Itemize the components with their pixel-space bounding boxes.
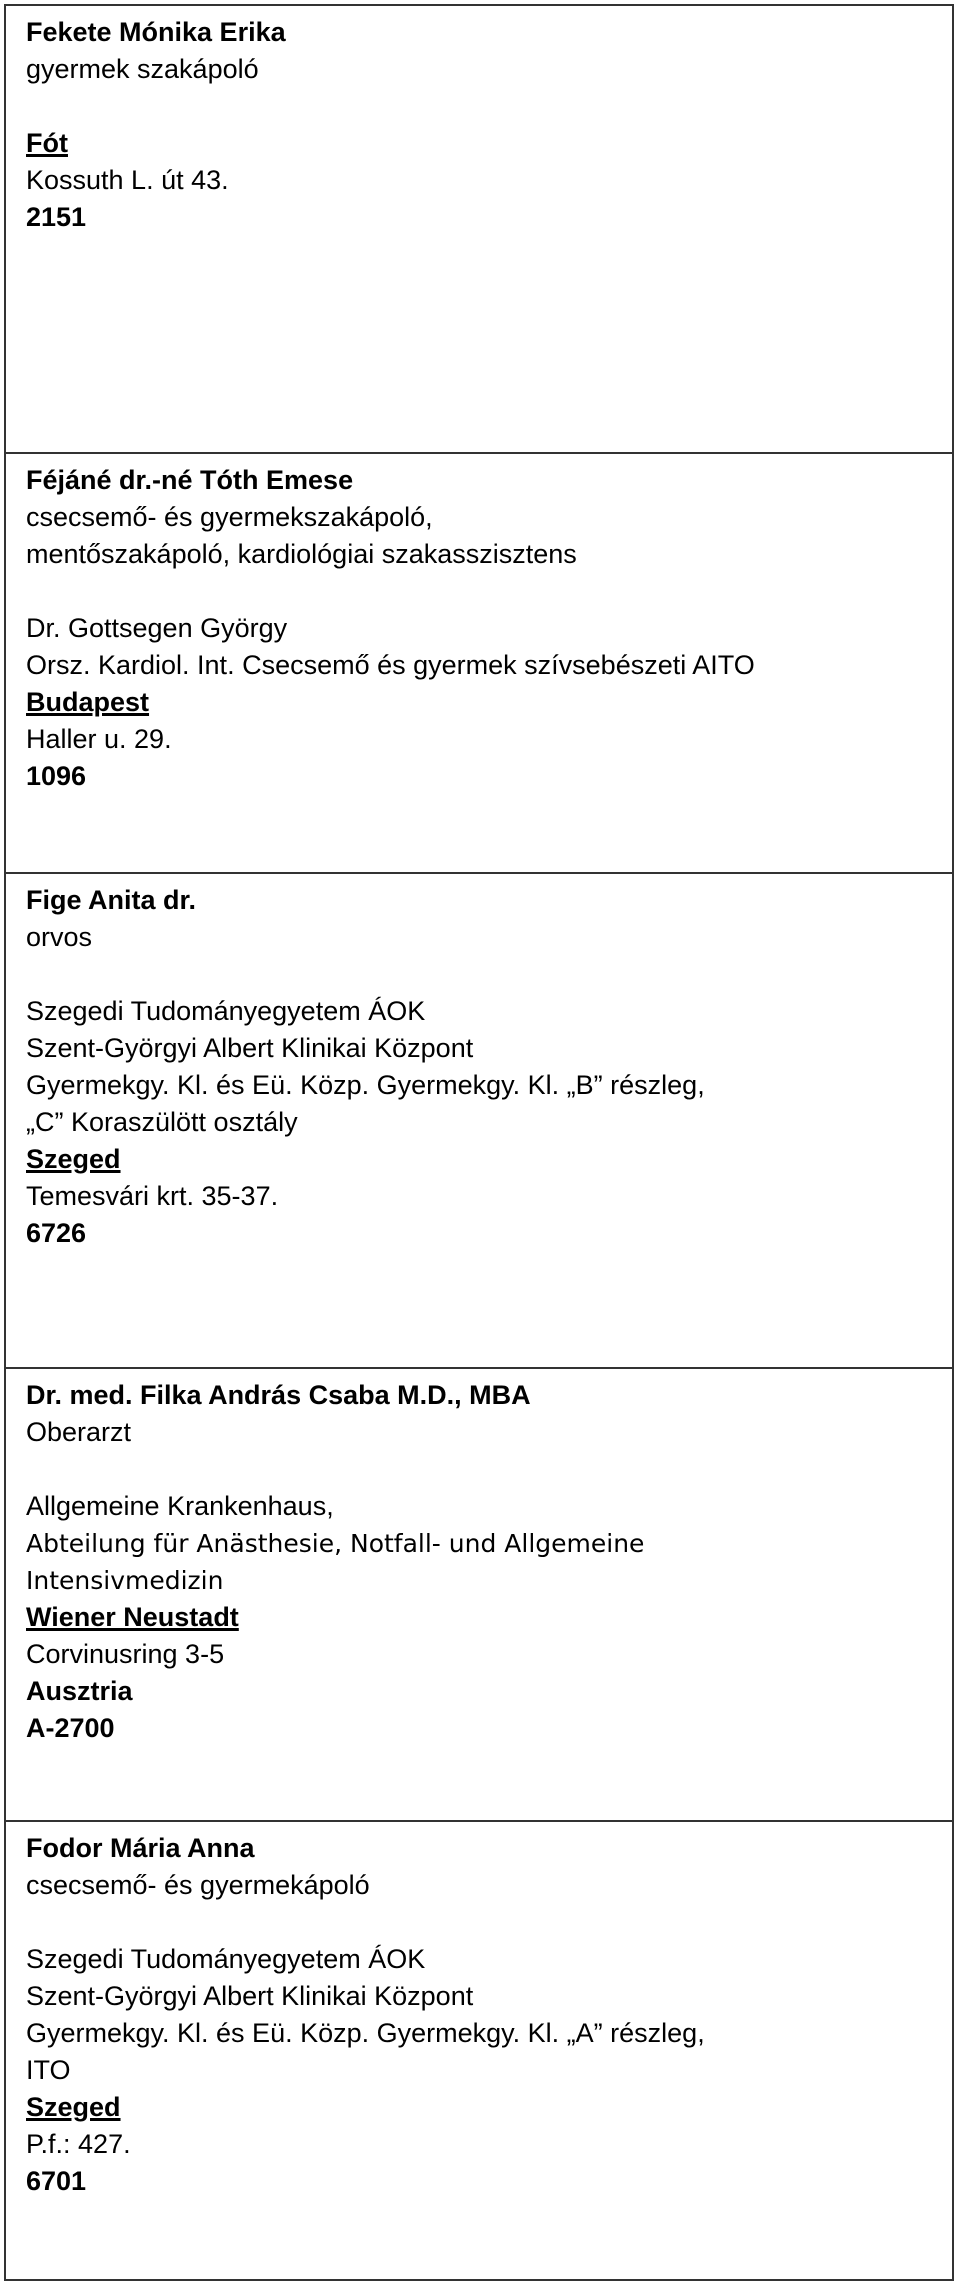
entry-org: Szent-Györgyi Albert Klinikai Központ — [26, 1033, 474, 1063]
entry-name: Fekete Mónika Erika — [26, 17, 286, 47]
entry-org: Gyermekgy. Kl. és Eü. Közp. Gyermekgy. Kl. „B” részleg, — [26, 1070, 705, 1100]
entry-street: P.f.: 427. — [26, 2129, 131, 2159]
entry-org: Dr. Gottsegen György — [26, 613, 288, 643]
entry-street: Corvinusring 3-5 — [26, 1639, 225, 1669]
entry-fodor — [4, 1820, 954, 2281]
entry-title: csecsemő- és gyermekápoló — [26, 1870, 370, 1900]
entry-title: csecsemő- és gyermekszakápoló, — [26, 502, 433, 532]
entry-zip: 6701 — [26, 2166, 87, 2196]
entry-org: „C” Koraszülött osztály — [26, 1107, 298, 1137]
entry-street: Kossuth L. út 43. — [26, 165, 229, 195]
entry-org: Orsz. Kardiol. Int. Csecsemő és gyermek szívsebészeti AITO — [26, 650, 755, 680]
entry-name: Fodor Mária Anna — [26, 1833, 255, 1863]
entry-fekete — [4, 4, 954, 454]
entry-city: Szeged — [26, 2092, 121, 2122]
entry-org: Intensivmedizin — [26, 1566, 224, 1595]
entry-org: Gyermekgy. Kl. és Eü. Közp. Gyermekgy. Kl. „A” részleg, — [26, 2018, 705, 2048]
entry-org: ITO — [26, 2055, 71, 2085]
entry-name: Féjáné dr.-né Tóth Emese — [26, 465, 354, 495]
entry-org: Szegedi Tudományegyetem ÁOK — [26, 1944, 426, 1974]
entry-title: gyermek szakápoló — [26, 54, 259, 84]
entry-city: Szeged — [26, 1144, 121, 1174]
entry-zip: 1096 — [26, 761, 87, 791]
entry-org: Szegedi Tudományegyetem ÁOK — [26, 996, 426, 1026]
entry-org: Allgemeine Krankenhaus, — [26, 1491, 334, 1521]
entry-name: Dr. med. Filka András Csaba M.D., MBA — [26, 1380, 531, 1410]
entry-zip: 6726 — [26, 1218, 87, 1248]
entry-zip: A-2700 — [26, 1713, 115, 1743]
entry-org: Szent-Györgyi Albert Klinikai Központ — [26, 1981, 474, 2011]
entry-street: Temesvári krt. 35-37. — [26, 1181, 279, 1211]
entry-org: Abteilung für Anästhesie, Notfall- und Allgemeine — [26, 1529, 645, 1558]
entry-city: Budapest — [26, 687, 150, 717]
entry-title: orvos — [26, 922, 93, 952]
entry-street: Haller u. 29. — [26, 724, 172, 754]
entry-name: Fige Anita dr. — [26, 885, 197, 915]
entry-title: Oberarzt — [26, 1417, 132, 1447]
entry-filka — [4, 1367, 954, 1822]
entry-country: Ausztria — [26, 1676, 133, 1706]
entry-fejane — [4, 452, 954, 874]
entry-title: mentőszakápoló, kardiológiai szakasszisztens — [26, 539, 577, 569]
entry-fige — [4, 872, 954, 1369]
entry-city: Wiener Neustadt — [26, 1602, 239, 1632]
entry-zip: 2151 — [26, 202, 87, 232]
entry-city: Fót — [26, 128, 68, 158]
